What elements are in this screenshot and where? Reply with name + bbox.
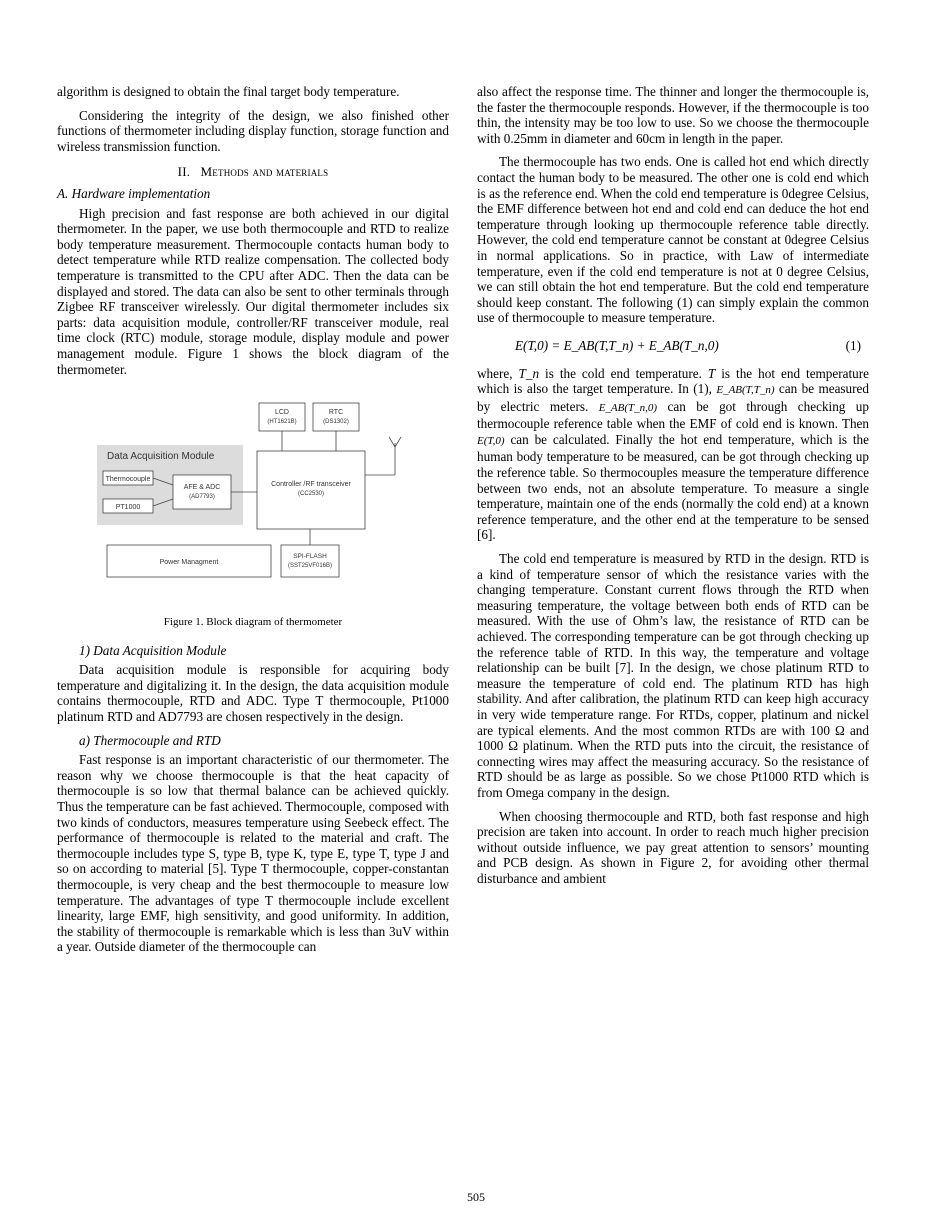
thermocouple-label: Thermocouple	[105, 476, 151, 484]
lcd-part: (HT1621B)	[267, 419, 297, 426]
lcd-box	[259, 403, 305, 431]
subsection-heading: 1) Data Acquisition Module	[79, 642, 227, 658]
page-number: 505	[467, 1190, 485, 1204]
spi-flash-box	[281, 545, 339, 577]
data-acquisition-title: Data Acquisition Module	[107, 451, 215, 463]
math-expression: E(T,0)	[477, 434, 505, 447]
rtc-label: RTC	[328, 409, 344, 417]
left-column	[57, 84, 449, 963]
block-diagram	[57, 385, 449, 615]
math-expression: E_AB(T_n,0)	[598, 401, 658, 414]
paragraph: High precision and fast response are both achieved in our digital thermometer. In the paper, we use both thermocouple and RTD to realize body temperature measurement. Thermocouple contacts human body to detect temperature while RTD realize compensation. The collected body temperature is transmitted to the CPU after ADC. Then the data can be displayed and stored. The data can also be sent to other terminals through Zigbee RF transceiver wirelessly. Our digital thermometer includes six parts: data acquisition module, controller/RF transceiver module, real time clock (RTC) module, storage module, display module and power management module. Figure 1 shows the block diagram of the thermometer.	[57, 205, 449, 377]
text-run: can be calculated. Finally the hot end temperature, which is the human body temperature to be measured, can be got through checking up the reference table. So thermocouples measure the temperature difference between two ends, not an absolute temperature. To measure a single temperature, maintain one of the ends (normally the cold end) at a known reference temperature, and the other end at the temperature to be sensed [6].	[477, 431, 869, 543]
pt1000-label: PT1000	[115, 504, 141, 512]
controller-label: Controller /RF transceiver	[271, 481, 351, 489]
block-diagram-figure	[57, 385, 449, 615]
section-number: II.	[177, 164, 191, 180]
right-column	[477, 84, 869, 895]
text-run: where,	[477, 365, 519, 381]
equation-number: (1)	[845, 337, 861, 353]
section-heading	[57, 164, 449, 180]
figure-caption: Figure 1. Block diagram of thermometer	[163, 616, 343, 629]
math-expression: E_AB(T,T_n)	[716, 384, 775, 397]
equation-body: E(T,0) = E_AB(T,T_n) + E_AB(T_n,0)	[515, 337, 719, 353]
rtc-box	[313, 403, 359, 431]
math-symbol: T	[707, 365, 716, 381]
afe-adc-box	[173, 475, 231, 509]
paragraph	[477, 366, 869, 544]
power-management-label: Power Managment	[159, 559, 219, 567]
rtc-part: (DS1302)	[323, 419, 349, 426]
paragraph: The cold end temperature is measured by RTD in the design. RTD is a kind of temperature sensor of which the resistance varies with the changing temperature. Constant current flows through the RTD when measuring temperature, the voltage between both ends of RTD can be measured. With the use of Ohm’s law, the resistance of RTD can be achieved. The corresponding temperature can be got through checking up the reference table of RTD. In this way, the temperature and voltage relationship can be built [7]. In the design, we chose platinum RTD to measure the temperature of cold end. The platinum RTD has high stability. And after calibration, the platinum RTD can keep high accuracy in very wide temperature range. For RTDs, copper, platinum and nickel are typical elements. And the most common RTDs are with 100 Ω and 1000 Ω platinum. When the RTD puts into the circuit, the resistance of connecting wires may affect the measuring accuracy. So the resistance of RTD should be as large as possible. So we chose Pt1000 RTD which is from Omega company in the design.	[477, 551, 869, 800]
math-symbol: T_n	[518, 365, 540, 381]
paragraph: Data acquisition module is responsible for acquiring body temperature and digitalizing it. In the design, the data acquisition module contains thermocouple, RTD and ADC. Type T thermocouple, Pt1000 platinum RTD and AD7793 are chosen respectively in the design.	[57, 662, 449, 725]
text-run: can be got through checking up thermocouple reference table when the EMF of cold end is known. Then	[477, 398, 869, 432]
text-run: is the cold end temperature.	[539, 365, 708, 381]
paragraph: When choosing thermocouple and RTD, both fast response and high precision are taken into account. In order to reach much higher precision without outside influence, we pay great attention to sensors’ mounting and PCB design. As shown in Figure 2, for avoiding other thermal disturbance and ambient	[477, 808, 869, 886]
equation	[477, 338, 869, 354]
paragraph: Fast response is an important characteristic of our thermometer. The reason why we choose thermocouple is that the heat capacity of thermocouple is so low that thermal balance can be achieved quickly. Thus the temperature can be fast achieved. Thermocouple, composed with two kinds of conductors, measures temperature using Seebeck effect. The performance of thermocouple is related to the material and craft. The thermocouple includes type S, type B, type K, type E, type T, type J and so on according to material [5]. Type T thermocouple, copper-constantan thermocouple, is very cheap and the best thermocouple to measure low temperature. The advantages of type T thermocouple include excellent linearity, large EMF, high sensitivity, and good uniformity. In addition, the stability of thermocouple is remarkable which is less than 3uV within a year. Outside diameter of the thermocouple can	[57, 752, 449, 955]
spi-flash-label: SPI-FLASH	[293, 553, 327, 561]
subsection-heading: a) Thermocouple and RTD	[79, 732, 221, 748]
subsection-heading: A. Hardware implementation	[57, 185, 211, 201]
controller-box	[257, 451, 365, 529]
spi-flash-part: (SST25VF016B)	[287, 563, 333, 570]
paragraph: The thermocouple has two ends. One is called hot end which directly contact the human body to be measured. The other one is cold end which is as the reference end. When the cold end temperature is 0degree Celsius, the EMF difference between hot end and cold end can deduce the hot end temperature through looking up thermocouple reference table directly. However, the cold end temperature cannot be constant at 0degree Celsius in normal applications. So in practice, with Law of intermediate temperature, even if the cold end temperature is not at 0 degree Celsius, we can still obtain the hot end temperature. But the cold end temperature should keep constant. The following (1) can simply explain the common use of thermocouple to measure temperature.	[477, 154, 869, 326]
paragraph: Considering the integrity of the design, we also finished other functions of thermometer including display function, storage function and wireless transmission function.	[57, 107, 449, 154]
text-run: can be measured by electric meters.	[477, 381, 869, 414]
paragraph: algorithm is designed to obtain the final target body temperature.	[57, 84, 400, 99]
afe-adc-part: (AD7793)	[189, 494, 215, 501]
lcd-label: LCD	[274, 409, 290, 417]
section-title: Methods and materials	[200, 164, 329, 180]
paragraph: also affect the response time. The thinner and longer the thermocouple is, the faster the thermocouple responds. However, if the thermocouple is too thin, the intensity may be too low to use. So we choose the thermocouple with 0.25mm in diameter and 60cm in length in the paper.	[477, 84, 869, 146]
controller-part: (CC2530)	[297, 491, 325, 498]
text-run: is the hot end temperature which is also the target temperature. In (1),	[477, 365, 869, 397]
afe-adc-label: AFE & ADC	[183, 484, 221, 492]
